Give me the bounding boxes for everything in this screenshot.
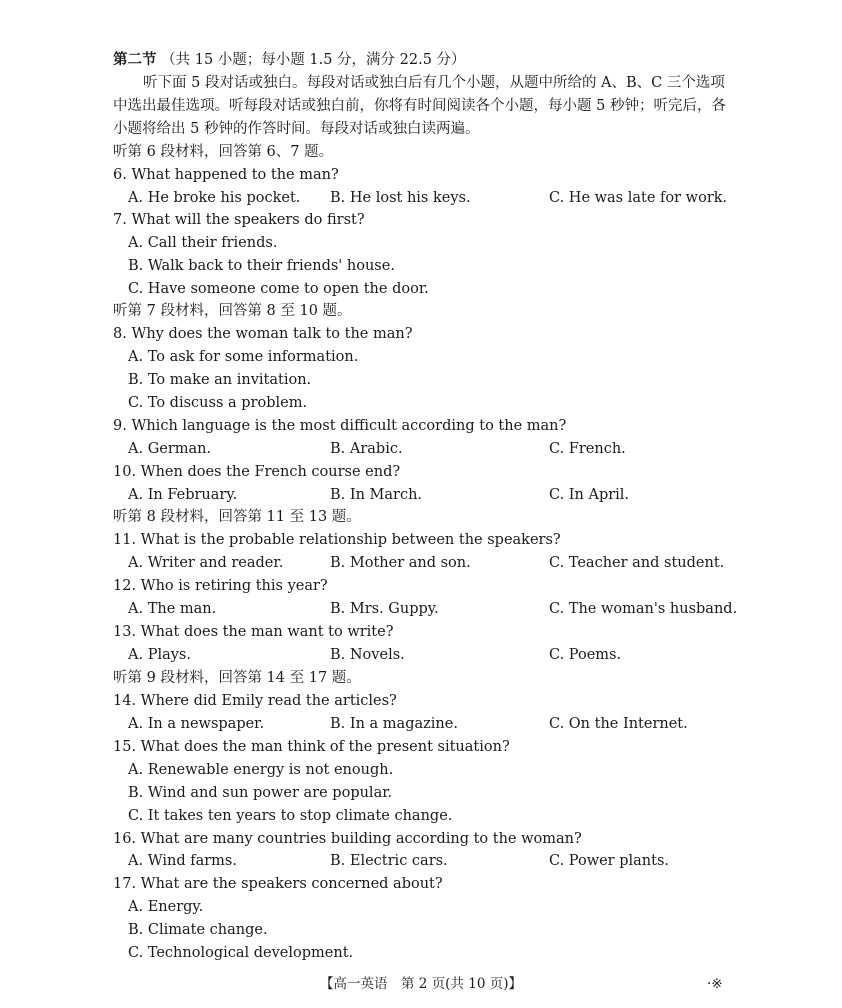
question-13: 13. What does the man want to write? [113,624,394,640]
option-a: A. The man. [128,601,217,617]
section-info: （共 15 小题；每小题 1.5 分，满分 22.5 分） [161,52,466,68]
instruction-line: 听下面 5 段对话或独白。每段对话或独白后有几个小题，从题中所给的 A、B、C 三个选项 [143,75,725,91]
option-b: B. In a magazine. [330,716,458,732]
option-b: B. In March. [330,487,423,503]
option-b: B. Electric cars. [330,853,448,869]
option-b: B. He lost his keys. [330,190,471,206]
option-c: C. The woman's husband. [549,601,738,617]
option-c: C. In April. [549,487,630,503]
question-7: 7. What will the speakers do first? [113,212,365,228]
section-header [113,50,466,70]
option-a: A. Plays. [128,647,191,663]
option-a: A. Wind farms. [128,853,237,869]
option-c: C. Technological development. [128,945,354,961]
option-a: A. Call their friends. [128,235,278,251]
option-a: A. To ask for some information. [128,349,359,365]
option-b: B. Climate change. [128,922,268,938]
option-b: B. To make an invitation. [128,372,312,388]
option-a: A. Writer and reader. [128,555,284,571]
question-9: 9. Which language is the most difficult according to the man? [113,418,567,434]
option-c: C. French. [549,441,626,457]
question-8: 8. Why does the woman talk to the man? [113,326,413,342]
group-label: 听第 6 段材料，回答第 6、7 题。 [113,144,334,160]
option-c: C. Power plants. [549,853,670,869]
group-label: 听第 8 段材料，回答第 11 至 13 题。 [113,509,361,525]
option-a: A. German. [128,441,212,457]
option-b: B. Wind and sun power are popular. [128,785,393,801]
option-c: C. Poems. [549,647,622,663]
option-a: A. In a newspaper. [128,716,265,732]
option-c: C. It takes ten years to stop climate change. [128,808,453,824]
question-12: 12. Who is retiring this year? [113,578,328,594]
option-a: A. In February. [128,487,238,503]
question-14: 14. Where did Emily read the articles? [113,693,397,709]
option-c: C. To discuss a problem. [128,395,308,411]
instruction-line: 小题将给出 5 秒钟的作答时间。每段对话或独白读两遍。 [113,121,480,137]
question-11: 11. What is the probable relationship between the speakers? [113,532,561,548]
option-b: B. Novels. [330,647,405,663]
page-footer: 【高一英语 第 2 页(共 10 页)】 [320,976,522,992]
option-a: A. He broke his pocket. [128,190,301,206]
option-a: A. Energy. [128,899,204,915]
option-c: C. Teacher and student. [549,555,725,571]
option-c: C. Have someone come to open the door. [128,281,429,297]
option-b: B. Walk back to their friends' house. [128,258,395,274]
footer-mark: ·※ [707,976,723,992]
question-17: 17. What are the speakers concerned about? [113,876,443,892]
question-16: 16. What are many countries building according to the woman? [113,831,582,847]
option-b: B. Arabic. [330,441,403,457]
group-label: 听第 9 段材料，回答第 14 至 17 题。 [113,670,361,686]
question-10: 10. When does the French course end? [113,464,401,480]
option-b: B. Mrs. Guppy. [330,601,439,617]
option-c: C. He was late for work. [549,190,728,206]
question-15: 15. What does the man think of the present situation? [113,739,510,755]
option-c: C. On the Internet. [549,716,688,732]
question-6: 6. What happened to the man? [113,167,339,183]
option-b: B. Mother and son. [330,555,471,571]
group-label: 听第 7 段材料，回答第 8 至 10 题。 [113,303,352,319]
option-a: A. Renewable energy is not enough. [128,762,394,778]
section-title: 第二节 [113,51,157,68]
instruction-line: 中选出最佳选项。听每段对话或独白前，你将有时间阅读各个小题，每小题 5 秒钟；听完后，各 [113,98,726,114]
